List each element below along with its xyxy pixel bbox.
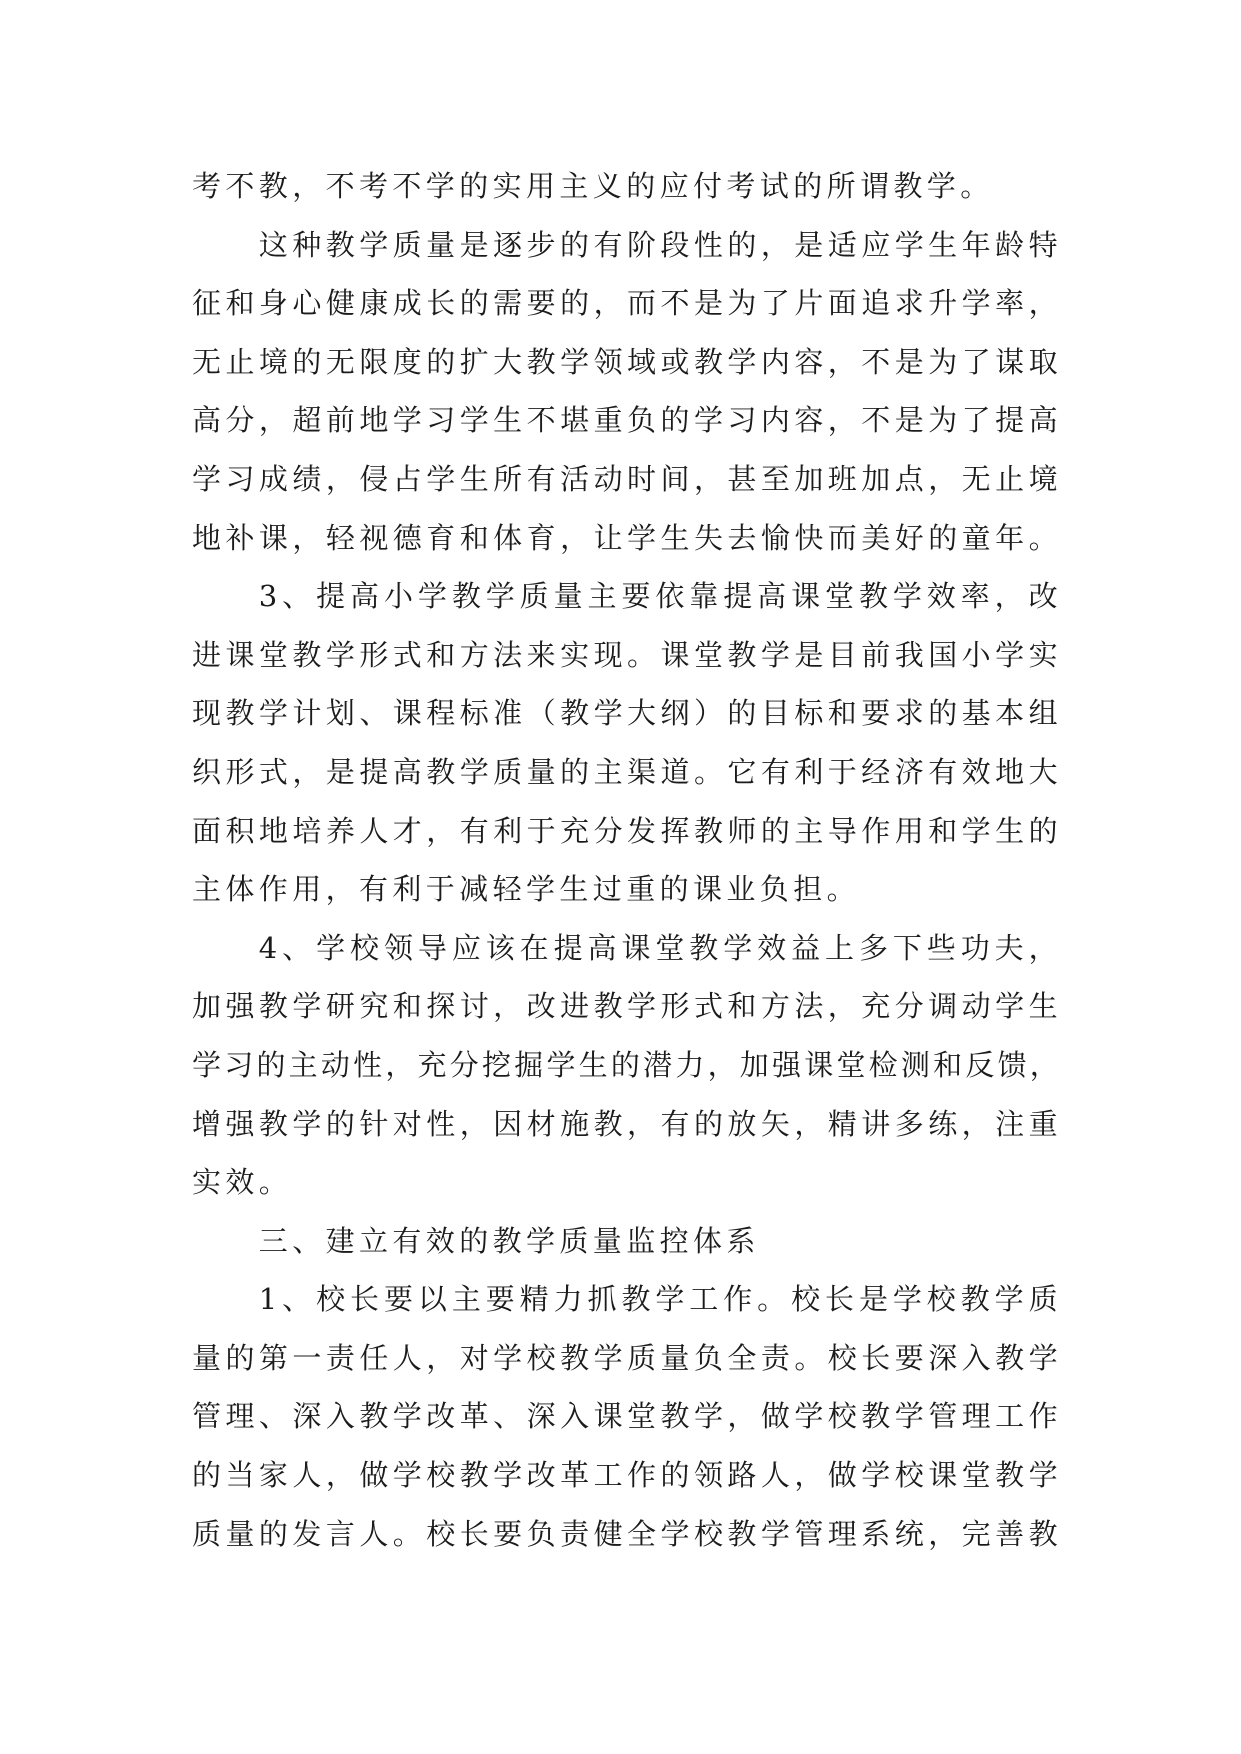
text-line: 主体作用，有利于减轻学生过重的课业负担。: [192, 872, 861, 907]
text-line: 质量的发言人。校长要负责健全学校教学管理系统，完善教: [192, 1516, 1062, 1551]
text-line: 4、学校领导应该在提高课堂教学效益上多下些功夫，: [258, 930, 1062, 965]
text-line: 加强教学研究和探讨，改进教学形式和方法，充分调动学生: [192, 989, 1062, 1024]
text-line: 考不教，不考不学的实用主义的应付考试的所谓教学。: [192, 169, 994, 203]
text-line: 学习成绩，侵占学生所有活动时间，甚至加班加点，无止境: [192, 461, 1062, 496]
paragraph-continued: [192, 157, 1062, 216]
text-line: 学习的主动性，充分挖掘学生的潜力，加强课堂检测和反馈，: [192, 1047, 1062, 1082]
text-line: 这种教学质量是逐步的有阶段性的，是适应学生年龄特: [258, 227, 1062, 262]
text-line: 的当家人，做学校教学改革工作的领路人，做学校课堂教学: [192, 1458, 1062, 1493]
text-line: 地补课，轻视德育和体育，让学生失去愉快而美好的童年。: [192, 520, 1062, 555]
text-line: 现教学计划、课程标准（教学大纲）的目标和要求的基本组: [192, 696, 1062, 731]
text-line: 高分，超前地学习学生不堪重负的学习内容，不是为了提高: [192, 403, 1062, 438]
text-line: 面积地培养人才，有利于充分发挥教师的主导作用和学生的: [192, 813, 1062, 848]
paragraph-item-3: [192, 567, 1062, 919]
paragraph-section-item-1: [192, 1270, 1062, 1563]
section-heading: 三、建立有效的教学质量监控体系: [258, 1223, 760, 1258]
text-line: 织形式，是提高教学质量的主渠道。它有利于经济有效地大: [192, 754, 1062, 789]
text-line: 1、校长要以主要精力抓教学工作。校长是学校教学质: [258, 1282, 1062, 1317]
body-text: [192, 157, 1062, 1563]
text-line: 无止境的无限度的扩大教学领域或教学内容，不是为了谋取: [192, 344, 1062, 379]
paragraph-teaching-quality: [192, 216, 1062, 568]
text-line: 管理、深入教学改革、深入课堂教学，做学校教学管理工作: [192, 1399, 1062, 1434]
text-line: 3、提高小学教学质量主要依靠提高课堂教学效率，改: [258, 579, 1062, 614]
text-line: 征和身心健康成长的需要的，而不是为了片面追求升学率，: [192, 286, 1062, 321]
text-line: 实效。: [192, 1165, 293, 1200]
text-line: 增强教学的针对性，因材施教，有的放矢，精讲多练，注重: [192, 1106, 1062, 1141]
text-line: 量的第一责任人，对学校教学质量负全责。校长要深入教学: [192, 1340, 1062, 1375]
text-line: 进课堂教学形式和方法来实现。课堂教学是目前我国小学实: [192, 637, 1062, 672]
paragraph-item-4: [192, 919, 1062, 1212]
